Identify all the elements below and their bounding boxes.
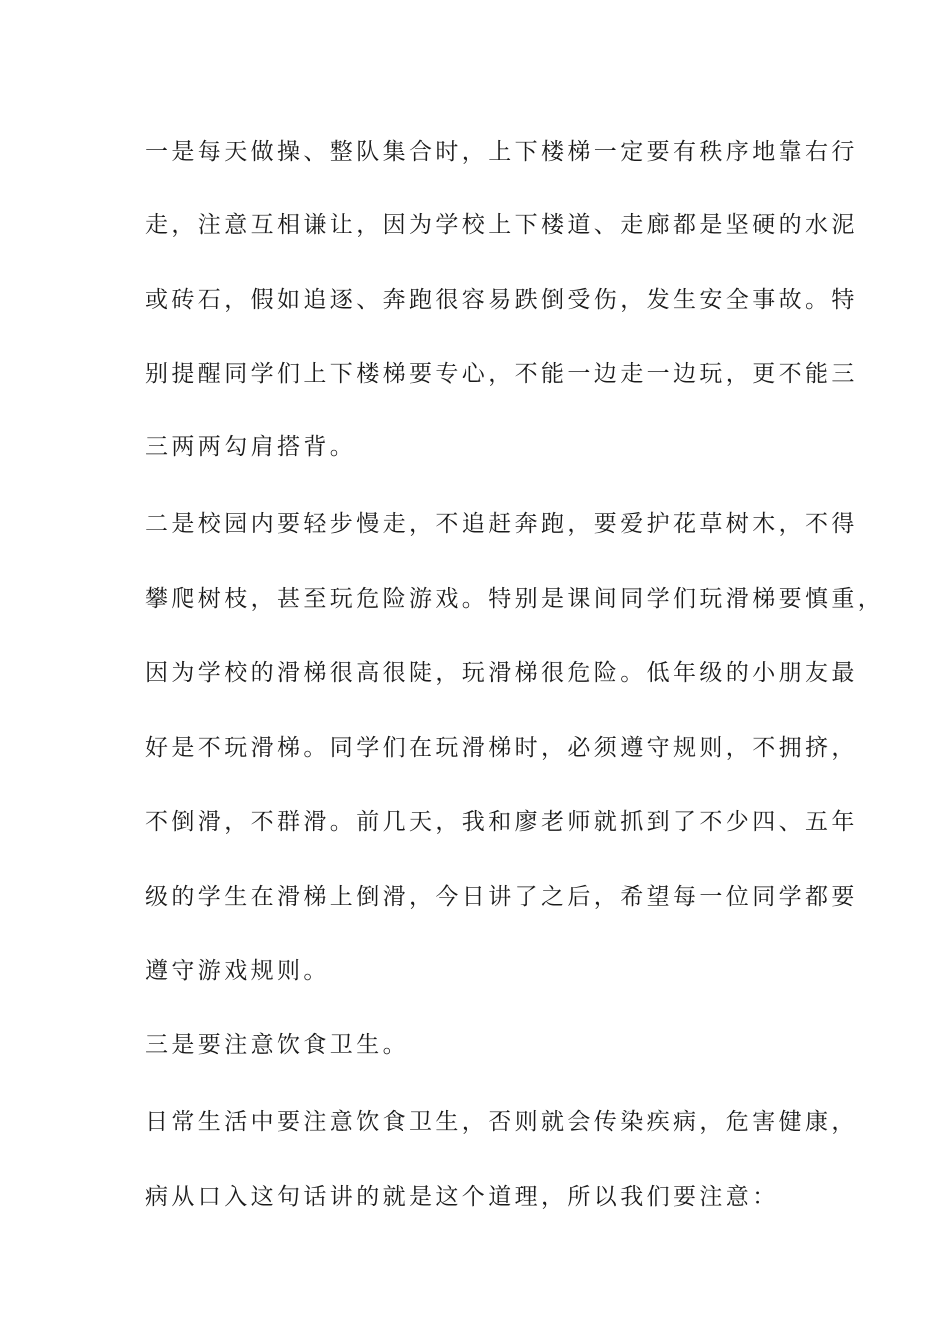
text-line: 或砖石，假如追逐、奔跑很容易跌倒受伤，发生安全事故。特: [145, 287, 858, 313]
text-line: 级的学生在滑梯上倒滑，今日讲了之后，希望每一位同学都要: [145, 884, 858, 910]
text-line: 二是校园内要轻步慢走，不追赶奔跑，要爱护花草树木，不得: [145, 511, 858, 537]
text-line: 别提醒同学们上下楼梯要专心，不能一边走一边玩，更不能三: [145, 361, 858, 387]
text-line: 病从口入这句话讲的就是这个道理，所以我们要注意：: [145, 1184, 779, 1210]
text-line: 好是不玩滑梯。同学们在玩滑梯时，必须遵守规则，不拥挤，: [145, 735, 858, 761]
text-line: 一是每天做操、整队集合时，上下楼梯一定要有秩序地靠右行: [145, 139, 858, 165]
text-line: 走，注意互相谦让，因为学校上下楼道、走廊都是坚硬的水泥: [145, 212, 858, 238]
text-line: 日常生活中要注意饮食卫生，否则就会传染疾病，危害健康，: [145, 1109, 858, 1135]
text-line: 三是要注意饮食卫生。: [145, 1032, 409, 1058]
text-line: 三两两勾肩搭背。: [145, 434, 357, 460]
text-line: 攀爬树枝，甚至玩危险游戏。特别是课间同学们玩滑梯要慎重，: [145, 586, 885, 612]
text-line: 因为学校的滑梯很高很陡，玩滑梯很危险。低年级的小朋友最: [145, 660, 858, 686]
text-line: 不倒滑，不群滑。前几天，我和廖老师就抓到了不少四、五年: [145, 809, 858, 835]
text-line: 遵守游戏规则。: [145, 958, 330, 984]
